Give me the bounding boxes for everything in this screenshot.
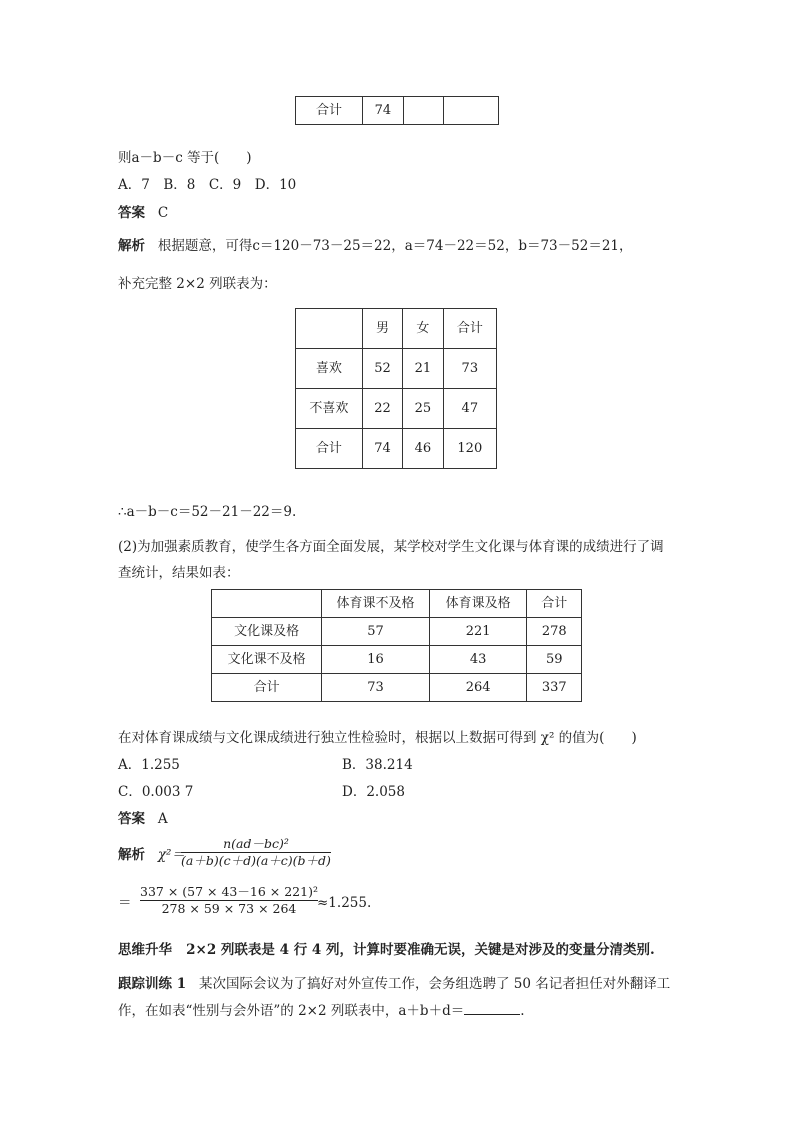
q1-options: A．7 B．8 C．9 D．10 bbox=[118, 177, 297, 193]
q2-option-a: A．1.255 bbox=[118, 757, 180, 773]
practice-line2 bbox=[118, 1000, 525, 1021]
table-row bbox=[212, 646, 582, 674]
answer-value: C bbox=[157, 205, 169, 221]
q2-answer-line bbox=[118, 809, 168, 829]
q2-grades-table bbox=[211, 589, 582, 702]
table-cell: 337 bbox=[527, 674, 582, 702]
table-cell: 喜欢 bbox=[296, 349, 363, 389]
table-cell: 59 bbox=[527, 646, 582, 674]
formula-numerator: n(ad－bc)² bbox=[223, 836, 289, 851]
eq-prefix: ＝ bbox=[118, 895, 132, 911]
chi-square-formula bbox=[181, 836, 331, 869]
q2-intro-line1: (2)为加强素质教育，使学生各方面全面发展，某学校对学生文化课与体育课的成绩进行了调 bbox=[118, 539, 664, 555]
table-cell: 合计 bbox=[296, 429, 363, 469]
table-header-cell: 女 bbox=[403, 309, 443, 349]
analysis-label: 解析 bbox=[118, 847, 145, 863]
q1-contingency-table bbox=[295, 308, 497, 469]
calc-numerator: 337 × (57 × 43－16 × 221)² bbox=[140, 884, 318, 899]
table-cell: 46 bbox=[403, 429, 443, 469]
table-cell: 73 bbox=[322, 674, 429, 702]
table-row bbox=[296, 349, 497, 389]
table-cell bbox=[443, 97, 498, 125]
table-header-cell: 男 bbox=[362, 309, 402, 349]
table-cell: 不喜欢 bbox=[296, 389, 363, 429]
table-cell: 43 bbox=[429, 646, 527, 674]
q1-question: 则a－b－c 等于( ) bbox=[118, 150, 252, 166]
q2-option-d: D．2.058 bbox=[342, 784, 405, 800]
answer-label: 答案 bbox=[118, 205, 145, 221]
table-cell: 278 bbox=[527, 618, 582, 646]
calc-denominator: 278 × 59 × 73 × 264 bbox=[161, 901, 297, 916]
table-header-cell bbox=[212, 590, 322, 618]
table-cell: 74 bbox=[363, 97, 404, 125]
table-row bbox=[296, 429, 497, 469]
q2-analysis-line bbox=[118, 845, 185, 865]
table-cell: 47 bbox=[443, 389, 496, 429]
table-row bbox=[212, 674, 582, 702]
table-cell: 264 bbox=[429, 674, 527, 702]
q2-option-c: C．0.003 7 bbox=[118, 784, 194, 800]
q1-analysis-line bbox=[118, 236, 633, 256]
table-header-cell: 体育课不及格 bbox=[322, 590, 429, 618]
q2-intro-line2: 查统计，结果如表： bbox=[118, 565, 240, 581]
summary-label: 思维升华 bbox=[118, 942, 172, 958]
practice-text-1: 某次国际会议为了搞好对外宣传工作，会务组选聘了 50 名记者担任对外翻译工 bbox=[198, 976, 671, 992]
q1-conclusion: ∴a－b－c＝52－21－22＝9. bbox=[118, 504, 297, 520]
table-row bbox=[212, 618, 582, 646]
q2-question: 在对体育课成绩与文化课成绩进行独立性检验时，根据以上数据可得到 χ² 的值为( ) bbox=[118, 730, 637, 746]
table-cell: 73 bbox=[443, 349, 496, 389]
practice-text-2: 作，在如表“性别与会外语”的 2×2 列联表中，a＋b＋d＝ bbox=[118, 1003, 465, 1019]
table-cell: 21 bbox=[403, 349, 443, 389]
calc-result: ≈1.255. bbox=[317, 895, 372, 911]
table-cell bbox=[403, 97, 443, 125]
table-header-cell: 合计 bbox=[443, 309, 496, 349]
table-cell: 52 bbox=[362, 349, 402, 389]
table-cell: 25 bbox=[403, 389, 443, 429]
answer-blank[interactable] bbox=[464, 1000, 520, 1015]
table-cell: 120 bbox=[443, 429, 496, 469]
complete-table-text: 补充完整 2×2 列联表为： bbox=[118, 276, 277, 292]
table-cell: 57 bbox=[322, 618, 429, 646]
table-row bbox=[296, 389, 497, 429]
table-header-cell: 合计 bbox=[527, 590, 582, 618]
q1-answer-line bbox=[118, 203, 168, 223]
practice-label: 跟踪训练 1 bbox=[118, 976, 187, 992]
analysis-label: 解析 bbox=[118, 238, 145, 254]
answer-value: A bbox=[157, 811, 168, 827]
q2-option-b: B．38.214 bbox=[342, 757, 413, 773]
table-header-cell: 体育课及格 bbox=[429, 590, 527, 618]
answer-label: 答案 bbox=[118, 811, 145, 827]
practice-line1 bbox=[118, 974, 670, 994]
table-cell: 16 bbox=[322, 646, 429, 674]
chi-square-calculation bbox=[140, 884, 318, 917]
summary-text: 2×2 列联表是 4 行 4 列，计算时要准确无误，关键是对涉及的变量分清类别. bbox=[186, 942, 655, 958]
chi-square-symbol: χ²＝ bbox=[157, 847, 185, 863]
formula-denominator: (a＋b)(c＋d)(a＋c)(b＋d) bbox=[181, 853, 331, 868]
table-cell: 74 bbox=[362, 429, 402, 469]
table-cell: 合计 bbox=[212, 674, 322, 702]
table-cell: 文化课不及格 bbox=[212, 646, 322, 674]
table-cell: 合计 bbox=[296, 97, 363, 125]
analysis-text: 根据题意，可得c＝120－73－25＝22，a＝74－22＝52，b＝73－52＝21， bbox=[157, 238, 633, 254]
top-table-fragment bbox=[295, 96, 499, 125]
practice-line2-end: . bbox=[520, 1003, 525, 1019]
summary-line bbox=[118, 940, 655, 960]
table-cell: 文化课及格 bbox=[212, 618, 322, 646]
table-cell: 22 bbox=[362, 389, 402, 429]
table-header-cell bbox=[296, 309, 363, 349]
table-cell: 221 bbox=[429, 618, 527, 646]
